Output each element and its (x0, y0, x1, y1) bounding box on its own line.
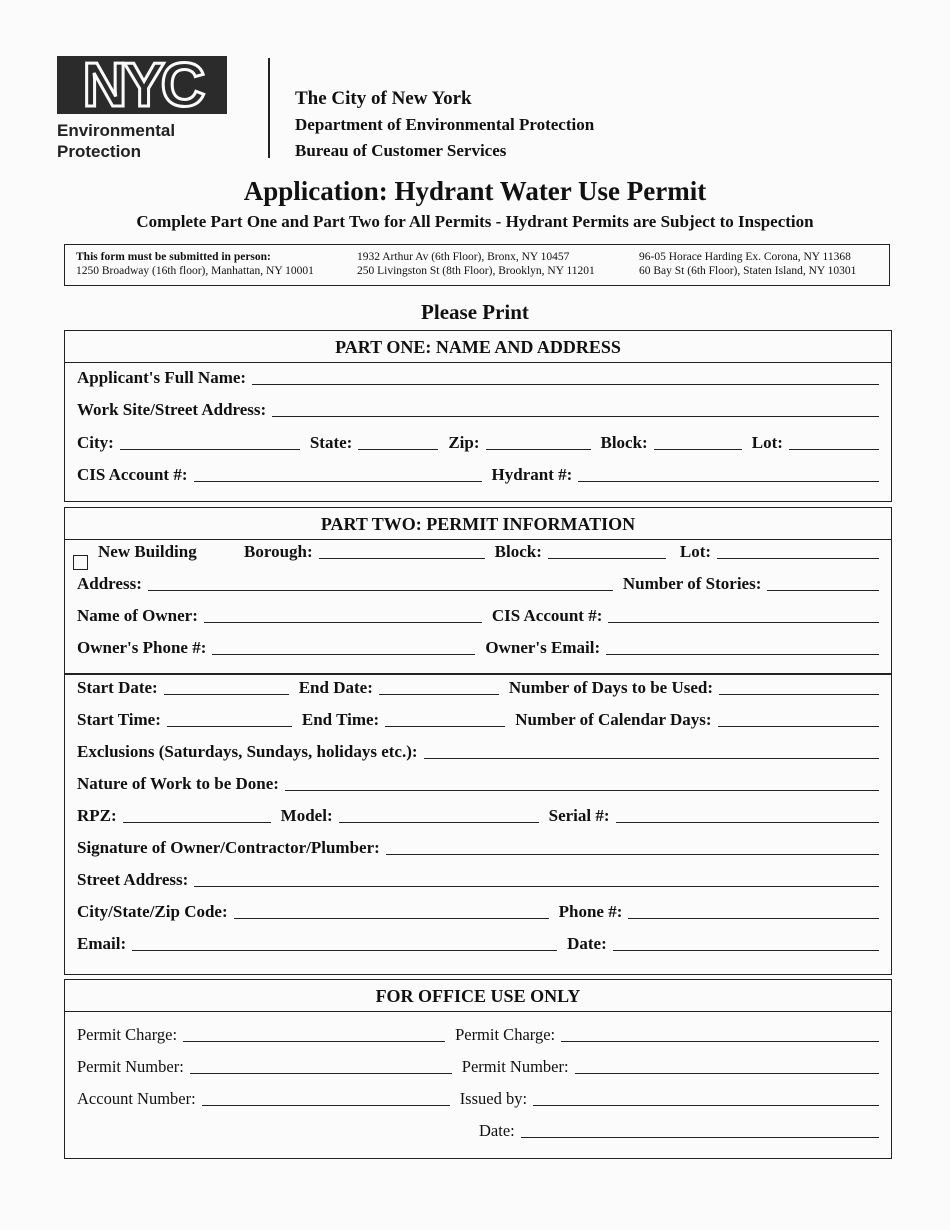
row-email-date (77, 934, 879, 954)
part-one-section (64, 330, 892, 502)
row-city-state-zip (77, 902, 879, 922)
block-field[interactable] (654, 433, 742, 450)
row-owner-contact (77, 638, 879, 658)
signature-label: Signature of Owner/Contractor/Plumber: (77, 838, 380, 857)
permit-number-label-1: Permit Number: (77, 1057, 184, 1076)
state-label: State: (309, 433, 353, 452)
zip-label: Zip: (448, 433, 480, 452)
office-date-label: Date: (479, 1121, 515, 1140)
submission-addresses (64, 244, 890, 286)
page-title: Application: Hydrant Water Use Permit (243, 176, 707, 206)
date-label: Date: (567, 934, 607, 953)
permit-charge-field-2[interactable] (561, 1025, 879, 1042)
cis-account-label: CIS Account #: (77, 465, 188, 484)
city-state-zip-label: City/State/Zip Code: (77, 902, 228, 921)
lot-field-2[interactable] (717, 542, 879, 559)
applicant-name-field[interactable] (252, 368, 879, 385)
row-owner-name (77, 606, 879, 626)
account-number-label: Account Number: (77, 1089, 196, 1108)
hydrant-label: Hydrant #: (491, 465, 573, 484)
stories-label: Number of Stories: (622, 574, 762, 593)
address-staten-island: 60 Bay St (6th Floor), Staten Island, NY 10301 (639, 265, 857, 277)
nyc-logo-mark (57, 56, 227, 114)
lot-label: Lot: (751, 433, 783, 452)
part-two-divider (65, 673, 891, 675)
end-time-label: End Time: (301, 710, 380, 729)
row-dates (77, 678, 879, 698)
cis-account-field[interactable] (194, 465, 482, 482)
owner-email-field[interactable] (606, 638, 879, 655)
row-signature (77, 838, 879, 858)
row-office-date (479, 1121, 879, 1141)
start-date-label: Start Date: (77, 678, 158, 697)
row-applicant-name (77, 368, 879, 388)
owner-phone-field[interactable] (212, 638, 475, 655)
please-print: Please Print (421, 300, 529, 324)
email-label: Email: (77, 934, 127, 953)
start-date-field[interactable] (164, 678, 289, 695)
permit-charge-label-1: Permit Charge: (77, 1025, 178, 1044)
end-date-field[interactable] (379, 678, 499, 695)
address-column-3 (639, 250, 856, 278)
borough-field[interactable] (319, 542, 485, 559)
row-city-state (77, 433, 879, 453)
nature-field[interactable] (285, 774, 879, 791)
office-date-field[interactable] (521, 1121, 879, 1138)
street-address-label: Street Address: (77, 870, 189, 889)
email-field[interactable] (132, 934, 557, 951)
work-site-field[interactable] (272, 400, 879, 417)
calendar-days-field[interactable] (718, 710, 879, 727)
part-one-header: PART ONE: NAME AND ADDRESS (65, 331, 891, 363)
row-new-building (98, 542, 879, 562)
row-cis-hydrant (77, 465, 879, 485)
address-label: Address: (77, 574, 142, 593)
owner-name-label: Name of Owner: (77, 606, 198, 625)
end-date-label: End Date: (298, 678, 373, 697)
new-building-label: New Building (98, 542, 197, 561)
stories-field[interactable] (767, 574, 879, 591)
block-field-2[interactable] (548, 542, 666, 559)
address-column-1 (76, 250, 314, 278)
agency-city: The City of New York (295, 88, 472, 109)
address-manhattan: 1250 Broadway (16th floor), Manhattan, NY 10001 (76, 265, 314, 277)
addresses-heading: This form must be submitted in person: (76, 251, 271, 263)
row-account-issued (77, 1089, 879, 1109)
days-used-field[interactable] (719, 678, 879, 695)
permit-charge-label-2: Permit Charge: (455, 1025, 556, 1044)
part-two-header: PART TWO: PERMIT INFORMATION (65, 508, 891, 540)
office-use-header: FOR OFFICE USE ONLY (65, 980, 891, 1012)
address-column-2 (357, 250, 595, 278)
cis-account-label-2: CIS Account #: (491, 606, 603, 625)
row-permit-charge (77, 1025, 879, 1045)
header-divider (268, 58, 270, 158)
part-two-section (64, 507, 892, 975)
nature-label: Nature of Work to be Done: (77, 774, 279, 793)
agency-department: Department of Environmental Protection (295, 115, 595, 134)
street-address-field[interactable] (194, 870, 879, 887)
address-brooklyn: 250 Livingston St (8th Floor), Brooklyn, NY 11201 (357, 265, 595, 277)
days-used-label: Number of Days to be Used: (508, 678, 714, 697)
logo-wordmark: NYC (82, 56, 202, 114)
owner-phone-label: Owner's Phone #: (77, 638, 207, 657)
end-time-field[interactable] (385, 710, 505, 727)
permit-number-field-2[interactable] (575, 1057, 879, 1074)
permit-charge-field-1[interactable] (183, 1025, 445, 1042)
agency-block (295, 86, 594, 164)
permit-number-label-2: Permit Number: (461, 1057, 569, 1076)
model-field[interactable] (339, 806, 539, 823)
issued-by-field[interactable] (533, 1089, 879, 1106)
row-times (77, 710, 879, 730)
cis-account-field-2[interactable] (608, 606, 879, 623)
rpz-label: RPZ: (77, 806, 117, 825)
phone-label: Phone #: (558, 902, 623, 921)
logo-subtitle (57, 120, 229, 162)
zip-field[interactable] (486, 433, 591, 450)
account-number-field[interactable] (202, 1089, 450, 1106)
office-use-section (64, 979, 892, 1159)
row-street-address (77, 870, 879, 890)
issued-by-label: Issued by: (459, 1089, 528, 1108)
rpz-field[interactable] (123, 806, 271, 823)
model-label: Model: (280, 806, 333, 825)
serial-label: Serial #: (548, 806, 610, 825)
owner-email-label: Owner's Email: (485, 638, 601, 657)
address-field[interactable] (148, 574, 613, 591)
lot-label-2: Lot: (679, 542, 712, 561)
start-time-field[interactable] (167, 710, 292, 727)
address-corona: 96-05 Horace Harding Ex. Corona, NY 11368 (639, 251, 851, 263)
start-time-label: Start Time: (77, 710, 161, 729)
hydrant-field[interactable] (578, 465, 879, 482)
row-permit-number (77, 1057, 879, 1077)
applicant-name-label: Applicant's Full Name: (77, 368, 247, 387)
calendar-days-label: Number of Calendar Days: (515, 710, 712, 729)
signature-field[interactable] (386, 838, 879, 855)
phone-field[interactable] (628, 902, 879, 919)
borough-label: Borough: (244, 542, 313, 561)
state-field[interactable] (358, 433, 438, 450)
work-site-label: Work Site/Street Address: (77, 400, 267, 419)
logo-line-2: Protection (57, 142, 142, 161)
block-label: Block: (600, 433, 648, 452)
page-subtitle: Complete Part One and Part Two for All Permits - Hydrant Permits are Subject to Inspection (136, 212, 814, 231)
row-exclusions (77, 742, 879, 762)
owner-name-field[interactable] (204, 606, 482, 623)
serial-field[interactable] (616, 806, 879, 823)
city-field[interactable] (120, 433, 300, 450)
block-label-2: Block: (494, 542, 542, 561)
address-bronx: 1932 Arthur Av (6th Floor), Bronx, NY 10457 (357, 251, 570, 263)
permit-number-field-1[interactable] (190, 1057, 452, 1074)
logo-line-1: Environmental (57, 121, 176, 140)
agency-bureau: Bureau of Customer Services (295, 141, 507, 160)
nyc-dep-logo (57, 56, 229, 162)
date-field[interactable] (613, 934, 879, 951)
lot-field[interactable] (789, 433, 879, 450)
row-rpz (77, 806, 879, 826)
row-address-stories (77, 574, 879, 594)
new-building-checkbox[interactable] (73, 555, 88, 570)
exclusions-field[interactable] (424, 742, 879, 759)
city-state-zip-field[interactable] (234, 902, 549, 919)
city-label: City: (77, 433, 114, 452)
exclusions-label: Exclusions (Saturdays, Sundays, holidays etc.): (77, 742, 418, 761)
row-nature (77, 774, 879, 794)
row-work-site (77, 400, 879, 420)
